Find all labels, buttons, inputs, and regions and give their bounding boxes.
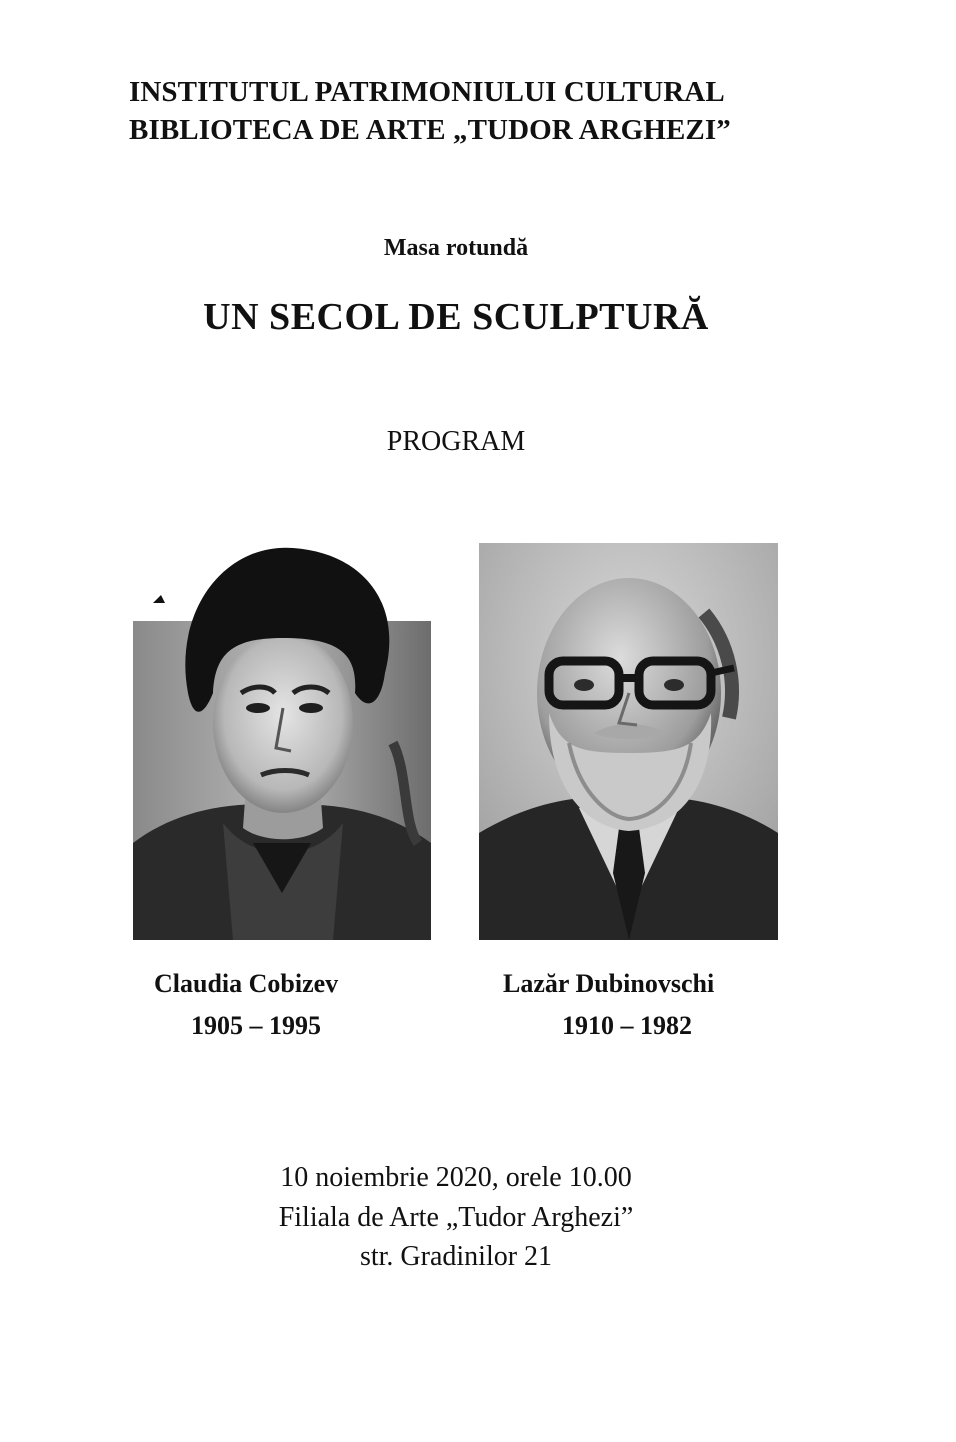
event-venue: Filiala de Arte „Tudor Arghezi”: [278, 1202, 634, 1233]
person-name-dubinovschi: Lazăr Dubinovschi: [503, 969, 715, 998]
event-date-time: 10 noiembrie 2020, orele 10.00: [280, 1162, 632, 1193]
portrait-photo-cobizev: [133, 543, 431, 940]
portrait-man-image: [479, 543, 778, 940]
portrait-photo-dubinovschi: [479, 543, 778, 940]
event-title: UN SECOL DE SCULPTURĂ: [203, 296, 709, 338]
person-years-cobizev: 1905 – 1995: [191, 1011, 321, 1040]
event-type: Masa rotundă: [383, 235, 529, 261]
institution-line-1: INSTITUTUL PATRIMONIULUI CULTURAL: [129, 76, 725, 108]
person-years-dubinovschi: 1910 – 1982: [562, 1011, 692, 1040]
program-label: PROGRAM: [386, 426, 526, 457]
person-name-cobizev: Claudia Cobizev: [154, 969, 339, 998]
event-address: str. Gradinilor 21: [359, 1241, 553, 1272]
portrait-woman-image: [133, 543, 431, 940]
institution-line-2: BIBLIOTECA DE ARTE „TUDOR ARGHEZI”: [129, 114, 731, 146]
